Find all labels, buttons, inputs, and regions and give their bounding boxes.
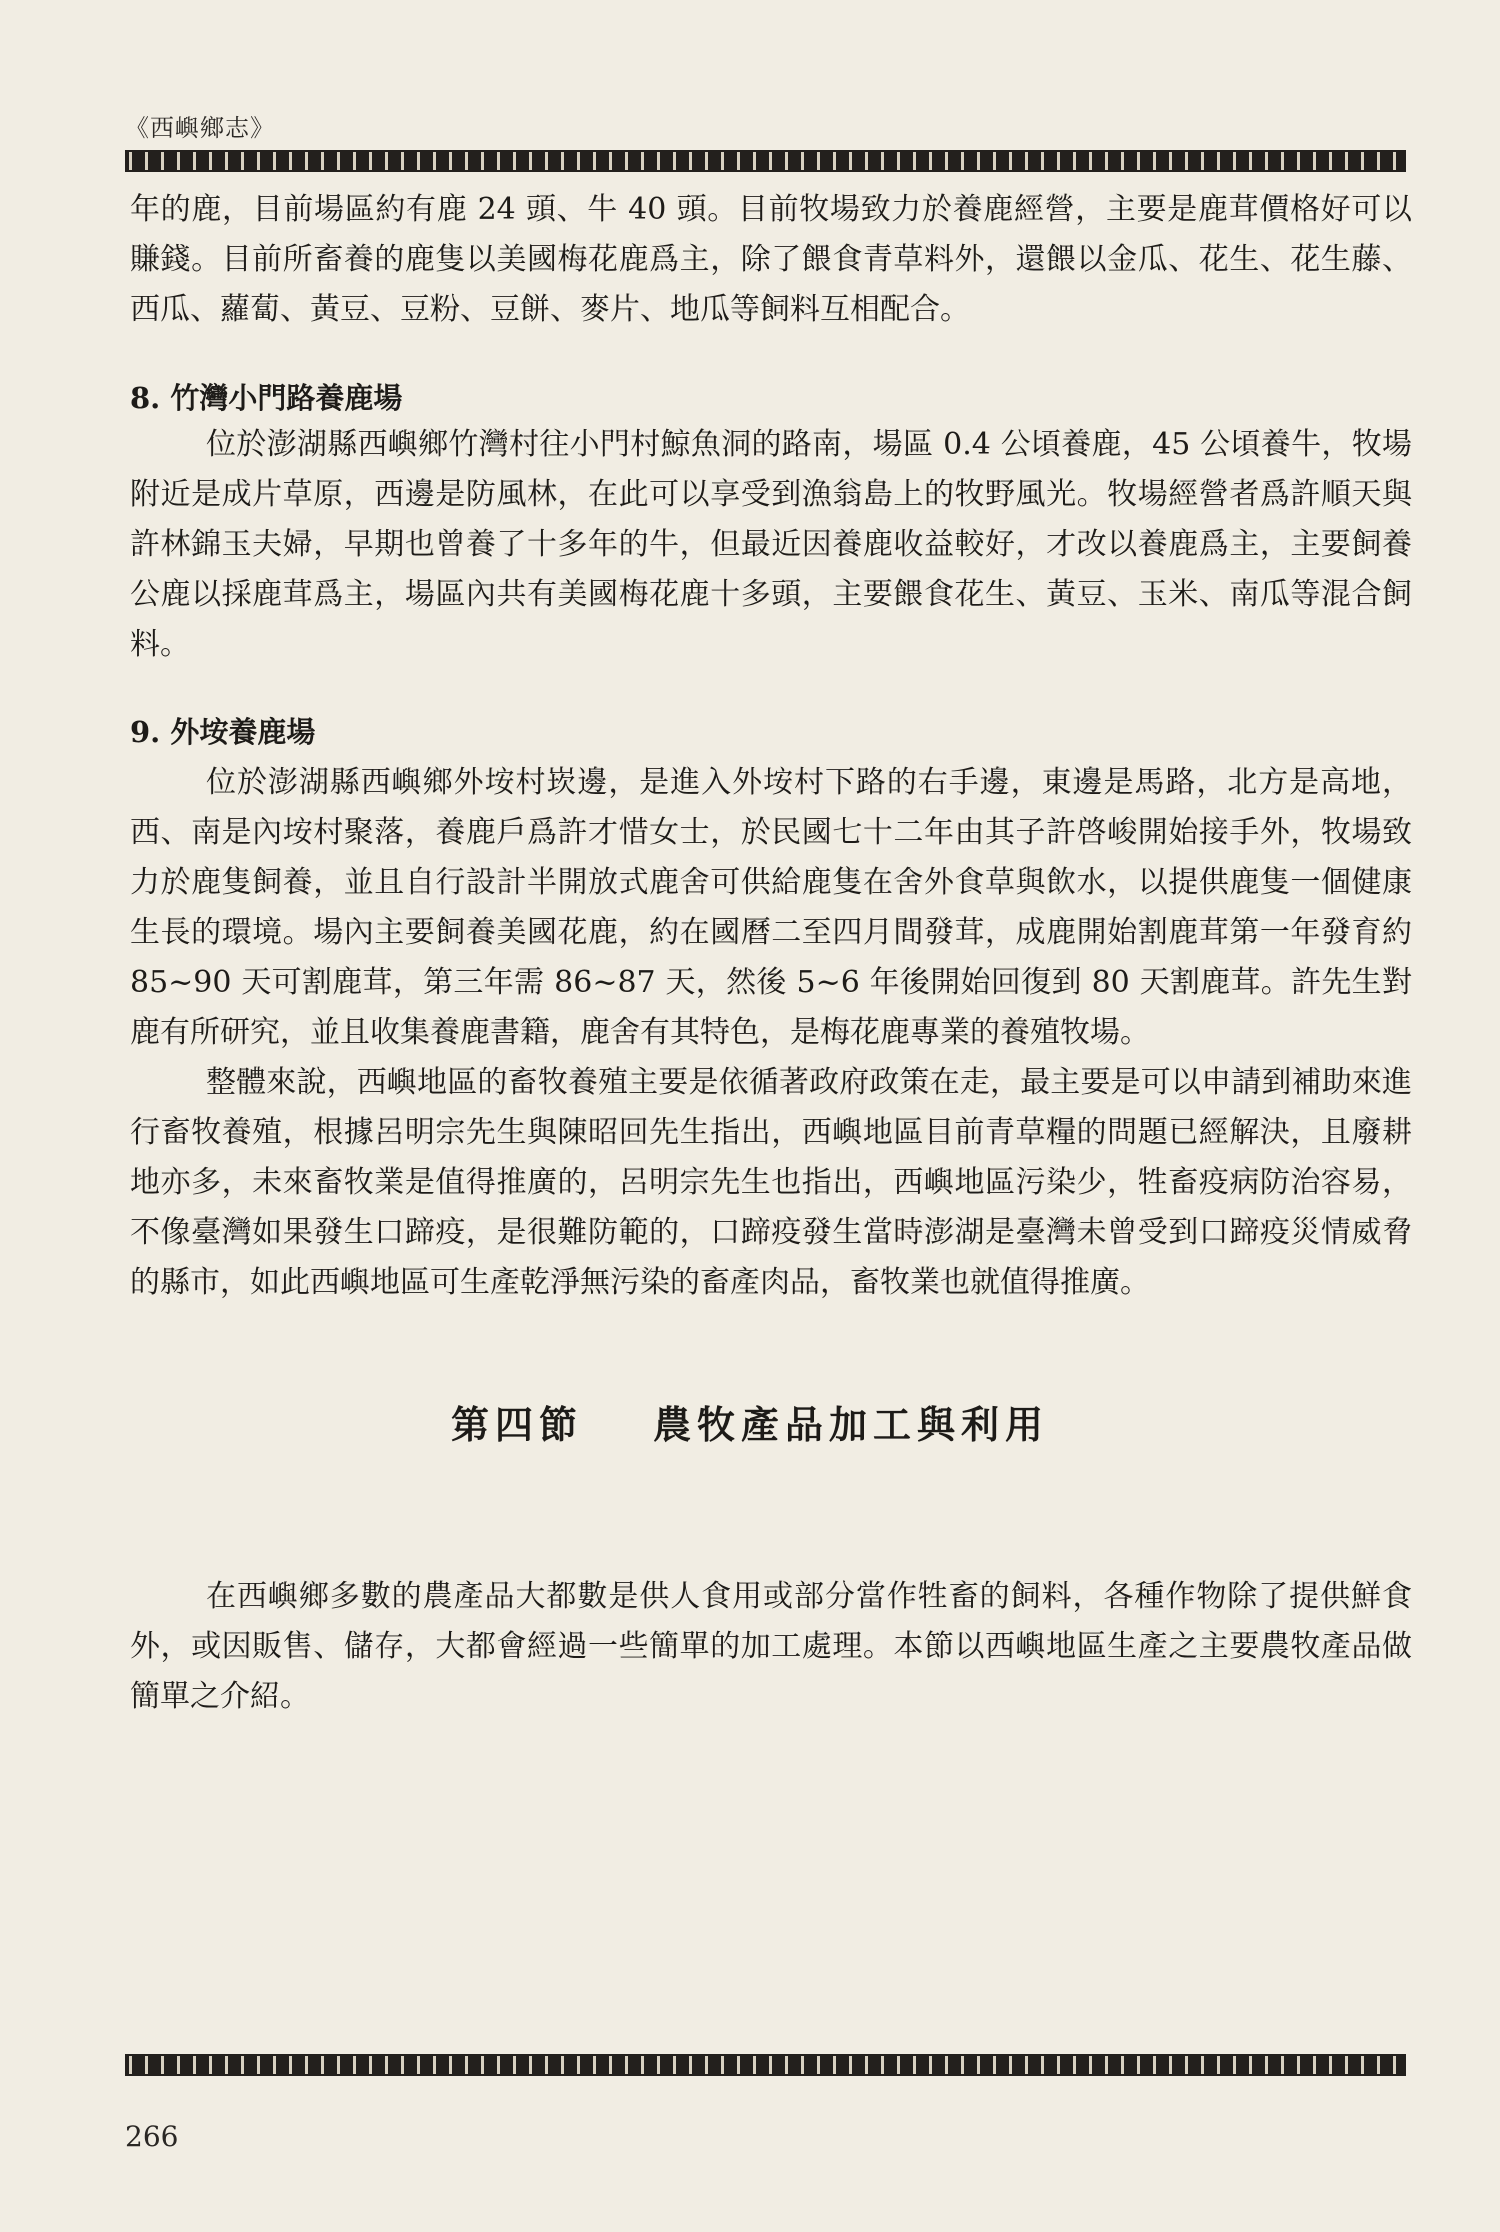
- item-8-block: [130, 420, 1412, 670]
- summary-paragraph: 整體來說，西嶼地區的畜牧養殖主要是依循著政府政策在走，最主要是可以申請到補助來進行畜牧養殖，根據呂明宗先生與陳昭回先生指出，西嶼地區目前青草糧的問題已經解決，且廢耕地亦多，未來畜牧業是值得推廣的，呂明宗先生也指出，西嶼地區污染少，牲畜疫病防治容易，不像臺灣如果發生口蹄疫，是很難防範的，口蹄疫發生當時澎湖是臺灣未曾受到口蹄疫災情威脅的縣市，如此西嶼地區可生產乾淨無污染的畜產肉品，畜牧業也就值得推廣。: [130, 1065, 1412, 1300]
- section-intro-paragraph: 在西嶼鄉多數的農產品大都數是供人食用或部分當作牲畜的飼料，各種作物除了提供鮮食外，或因販售、儲存，大都會經過一些簡單的加工處理。本節以西嶼地區生產之主要農牧產品做簡單之介紹。: [130, 1579, 1412, 1714]
- top-decorative-border: [125, 150, 1406, 172]
- section-intro-block: [130, 1572, 1412, 1722]
- running-head: 《西嶼鄉志》: [125, 114, 275, 142]
- page-number: 266: [125, 2120, 179, 2153]
- section-number: 第四節: [450, 1402, 583, 1447]
- item-9-paragraph: 位於澎湖縣西嶼鄉外垵村崁邊，是進入外垵村下路的右手邊，東邊是馬路，北方是高地，西、南是內垵村聚落，養鹿戶爲許才惜女士，於民國七十二年由其子許啓峻開始接手外，牧場致力於鹿隻飼養，並且自行設計半開放式鹿舍可供給鹿隻在舍外食草與飲水，以提供鹿隻一個健康生長的環境。場內主要飼養美國花鹿，約在國曆二至四月間發茸，成鹿開始割鹿茸第一年發育約 85~90 天可割鹿茸，第三年需 86~87 天，然後 5~6 年後開始回復到 80 天割鹿茸。許先生對鹿有所研究，並且收集養鹿書籍，鹿舍有其特色，是梅花鹿專業的養殖牧場。: [130, 765, 1412, 1050]
- item-8-paragraph: 位於澎湖縣西嶼鄉竹灣村往小門村鯨魚洞的路南，場區 0.4 公頃養鹿，45 公頃養牛，牧場附近是成片草原，西邊是防風林，在此可以享受到漁翁島上的牧野風光。牧場經營者爲許順天與許林錦玉夫婦，早期也曾養了十多年的牛，但最近因養鹿收益較好，才改以養鹿爲主，主要飼養公鹿以採鹿茸爲主，場區內共有美國梅花鹿十多頭，主要餵食花生、黃豆、玉米、南瓜等混合飼料。: [130, 427, 1412, 662]
- section-name: 農牧產品加工與利用: [653, 1402, 1050, 1447]
- intro-paragraph: 年的鹿，目前場區約有鹿 24 頭、牛 40 頭。目前牧場致力於養鹿經營，主要是鹿茸價格好可以賺錢。目前所畜養的鹿隻以美國梅花鹿爲主，除了餵食青草料外，還餵以金瓜、花生、花生藤、西瓜、蘿蔔、黃豆、豆粉、豆餅、麥片、地瓜等飼料互相配合。: [130, 192, 1412, 327]
- heading-item-9: 9. 外垵養鹿場: [130, 715, 316, 749]
- intro-paragraph-block: [130, 185, 1412, 335]
- item-9-block: [130, 758, 1412, 1308]
- bottom-decorative-border: [125, 2054, 1406, 2076]
- heading-item-8: 8. 竹灣小門路養鹿場: [130, 381, 403, 415]
- section-title: [0, 1400, 1500, 1450]
